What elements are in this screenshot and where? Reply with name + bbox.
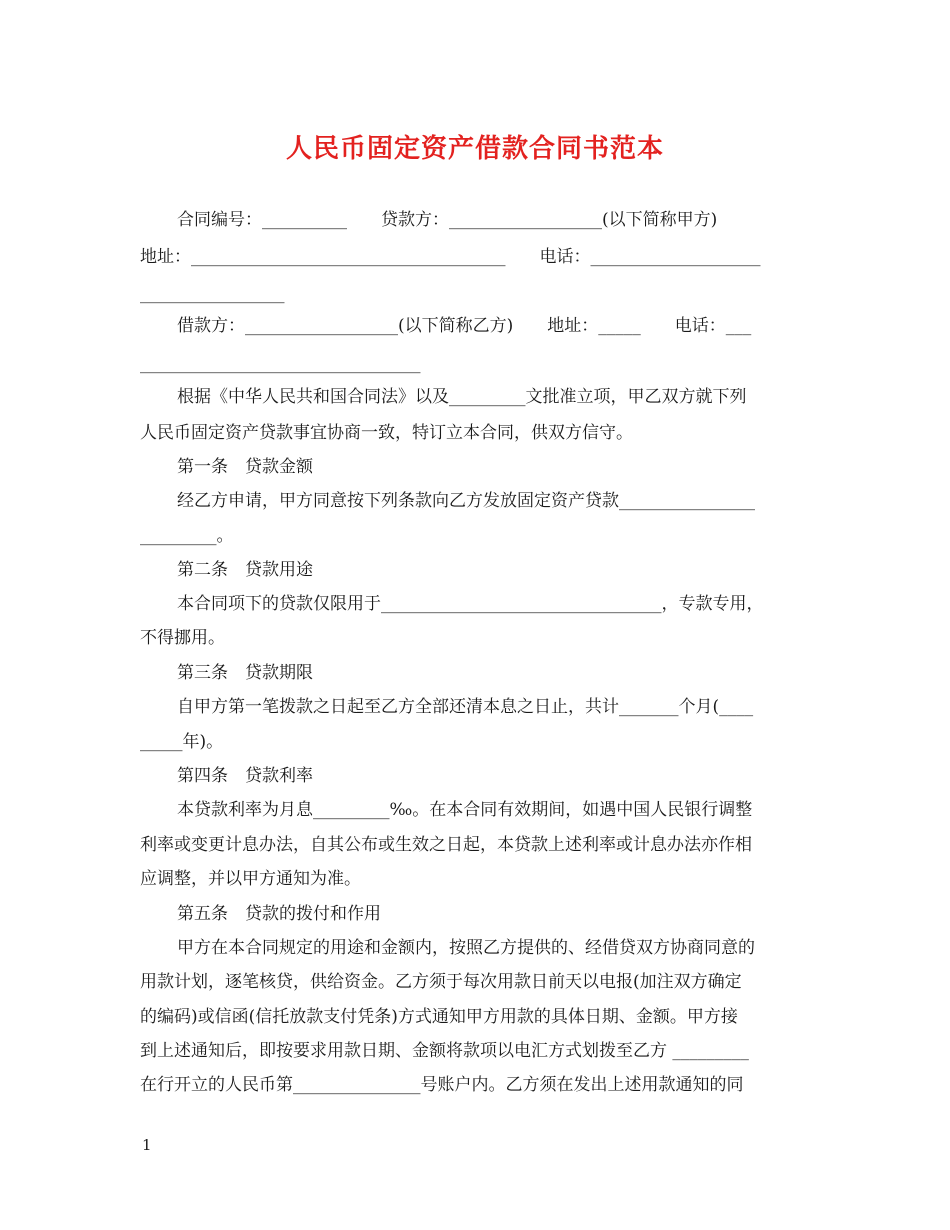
article-heading: 第二条 贷款用途 (177, 560, 313, 580)
paragraph-line: 根据《中华人民共和国合同法》以及_________文批准立项，甲乙双方就下列 (177, 387, 747, 407)
paragraph-line: 应调整，并以甲方通知为准。 (140, 869, 361, 889)
borrower-line: 借款方：__________________(以下简称乙方) 地址：_____ 电话：___ (177, 316, 752, 336)
paragraph-line: 用款计划，逐笔核贷，供给资金。乙方须于每次用款日前天以电报(加注双方确定 (140, 972, 742, 992)
paragraph-line: 的编码)或信函(信托放款支付凭条)方式通知甲方用款的具体日期、金额。甲方接 (140, 1007, 738, 1027)
paragraph-line: 不得挪用。 (140, 628, 225, 648)
lender-phone-continuation: _________________ (140, 284, 285, 304)
article-heading: 第五条 贷款的拨付和作用 (177, 904, 381, 924)
paragraph-line: 利率或变更计息办法，自其公布或生效之日起，本贷款上述利率或计息办法亦作相 (140, 835, 752, 855)
paragraph-line: 到上述通知后，即按要求用款日期、金额将款项以电汇方式划拨至乙方 _________ (140, 1041, 749, 1061)
paragraph-line: 在行开立的人民币第_______________号账户内。乙方须在发出上述用款通知的同 (140, 1075, 744, 1095)
paragraph-line: 人民币固定资产贷款事宜协商一致，特订立本合同，供双方信守。 (140, 423, 633, 443)
article-heading: 第三条 贷款期限 (177, 663, 313, 683)
paragraph-line: _________。 (140, 526, 234, 546)
article-heading: 第一条 贷款金额 (177, 457, 313, 477)
article-heading: 第四条 贷款利率 (177, 766, 313, 786)
document-title: 人民币固定资产借款合同书范本 (285, 134, 664, 164)
paragraph-line: 本合同项下的贷款仅限用于_________________________________，专款专用， (177, 594, 764, 614)
borrower-phone-continuation: _________________________________ (140, 354, 421, 374)
paragraph-line: 自甲方第一笔拨款之日起至乙方全部还清本息之日止，共计_______个月(____ (177, 697, 754, 717)
contract-number-line: 合同编号：__________ 贷款方：__________________(以下简称甲方) (177, 210, 718, 230)
lender-address-line: 地址：_____________________________________ 电话：____________________ (140, 247, 761, 267)
paragraph-line: 经乙方申请，甲方同意按下列条款向乙方发放固定资产贷款________________ (177, 491, 755, 511)
paragraph-line: 甲方在本合同规定的用途和金额内，按照乙方提供的、经借贷双方协商同意的 (177, 938, 755, 958)
paragraph-line: 本贷款利率为月息_________‰。在本合同有效期间，如遇中国人民银行调整 (177, 800, 753, 820)
page-number: 1 (142, 1136, 152, 1154)
paragraph-line: _____年)。 (140, 732, 224, 752)
